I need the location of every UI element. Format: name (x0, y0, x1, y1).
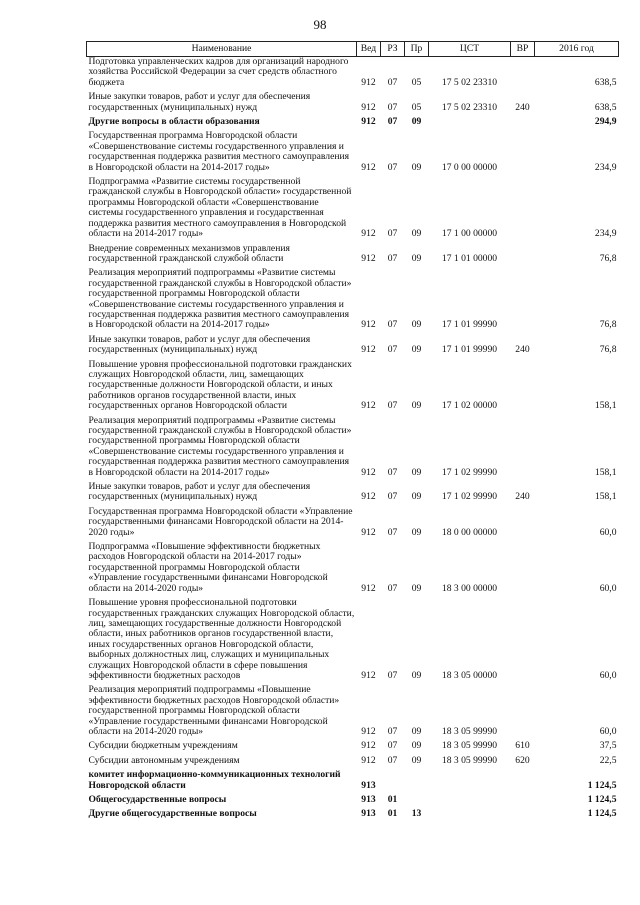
cell-amount: 1 124,5 (587, 808, 617, 820)
cell-amount: 22,5 (599, 754, 617, 766)
cell-amount: 76,8 (599, 319, 617, 331)
table-row (87, 57, 619, 89)
cell-name: Иные закупки товаров, работ и услуг для обеспечения государственных (муниципальных) нужд (88, 333, 311, 356)
cell-pr: 09 (411, 725, 422, 737)
cell-amount: 76,8 (599, 344, 617, 356)
table-row (87, 173, 619, 239)
cell-cst (429, 805, 511, 819)
cell-amount: 60,0 (599, 725, 617, 737)
cell-pr: 09 (411, 466, 422, 478)
cell-rz: 07 (387, 161, 398, 173)
cell-name: Подпрограмма «Развитие системы государственной гражданской службы в Новгородской области» государственной программы Новгородской области «Совершенствование системы государственного управления и государственная поддержка развития местного самоуправления в Новгородской области на 2014-2017 годы» (88, 176, 352, 240)
cell-ved: 912 (361, 319, 376, 331)
cell-cst: 17 1 02 99990 (441, 466, 498, 478)
cell-pr: 09 (411, 740, 422, 752)
cell-amount: 158,1 (594, 466, 617, 478)
cell-vr (511, 113, 535, 127)
cell-name: комитет информационно-коммуникационных технологий Новгородской области (88, 769, 341, 791)
cell-rz: 07 (387, 725, 398, 737)
cell-cst: 17 1 00 00000 (441, 228, 498, 240)
cell-vr (511, 240, 535, 265)
cell-name: Государственная программа Новгородской области «Совершенствование системы государственного управления и государственная поддержка развития местного самоуправления в Новгородской области на 2014-2017 годы» (88, 130, 350, 173)
table-row (87, 752, 619, 766)
header-name: Наименование (87, 42, 357, 57)
cell-ved: 912 (361, 725, 376, 737)
cell-vr (511, 681, 535, 737)
cell-amount: 638,5 (594, 76, 617, 88)
cell-cst: 18 3 00 00000 (441, 582, 498, 594)
cell-cst: 17 1 02 00000 (441, 400, 498, 412)
cell-ved: 912 (361, 344, 376, 356)
cell-pr: 09 (411, 526, 422, 538)
cell-amount: 234,9 (594, 161, 617, 173)
cell-vr (511, 57, 535, 89)
cell-rz: 07 (387, 754, 398, 766)
cell-pr: 09 (411, 491, 422, 503)
cell-vr (511, 766, 535, 791)
cell-vr (511, 356, 535, 412)
cell-ved: 912 (361, 101, 376, 113)
cell-amount: 60,0 (599, 582, 617, 594)
cell-name: Реализация мероприятий подпрограммы «Развитие системы государственной гражданской службы в Новгородской области» государственной программы Новгородской области «Совершенствование системы государственного управления и государственная поддержка развития местного самоуправления в Новгородской области на 2014-2017 годы» (88, 414, 352, 478)
header-pr: Пр (405, 42, 429, 57)
cell-pr (405, 791, 429, 805)
cell-name: Субсидии автономным учреждениям (88, 754, 240, 766)
cell-cst: 17 5 02 23310 (441, 101, 498, 113)
table-header-row (87, 42, 619, 57)
cell-rz: 07 (387, 491, 398, 503)
table-row (87, 681, 619, 737)
table-row (87, 805, 619, 819)
cell-vr (511, 594, 535, 681)
cell-pr (405, 766, 429, 791)
cell-name: Подпрограмма «Повышение эффективности бюджетных расходов Новгородской области на 2014-2017 годы» государственной программы Новгородской области «Управление государственными финансами Новгородской области на 2014-2020 годы» (88, 541, 328, 594)
cell-pr: 09 (411, 116, 422, 128)
cell-name: Иные закупки товаров, работ и услуг для обеспечения государственных (муниципальных) нужд (88, 481, 311, 503)
cell-name: Реализация мероприятий подпрограммы «Развитие системы государственной гражданской службы в Новгородской области» государственной программы Новгородской области «Совершенствование системы государственного управления и государственная поддержка развития местного самоуправления в Новгородской области на 2014-2017 годы» (88, 267, 352, 331)
table-row (87, 412, 619, 478)
cell-amount: 60,0 (599, 526, 617, 538)
header-rz: РЗ (381, 42, 405, 57)
cell-cst: 18 3 05 99990 (441, 754, 498, 766)
cell-pr: 09 (411, 582, 422, 594)
cell-name: Иные закупки товаров, работ и услуг для обеспечения государственных (муниципальных) нужд (88, 91, 311, 113)
table-row (87, 503, 619, 538)
page-number: 98 (313, 17, 327, 32)
table-row (87, 766, 619, 791)
cell-ved: 912 (361, 669, 376, 681)
cell-pr: 09 (411, 161, 422, 173)
cell-rz: 07 (387, 466, 398, 478)
cell-amount: 37,5 (599, 740, 617, 752)
cell-vr (511, 264, 535, 330)
cell-amount: 76,8 (599, 252, 617, 264)
cell-rz: 07 (387, 116, 398, 128)
cell-ved: 913 (361, 794, 376, 805)
cell-pr: 09 (411, 228, 422, 240)
cell-ved: 912 (361, 754, 376, 766)
header-year: 2016 год (535, 42, 619, 57)
cell-amount: 158,1 (594, 491, 617, 503)
cell-vr: 240 (515, 101, 530, 113)
cell-vr (511, 503, 535, 538)
cell-vr: 240 (515, 344, 530, 356)
cell-rz: 07 (387, 252, 398, 264)
cell-vr (511, 127, 535, 173)
cell-cst (429, 113, 511, 127)
cell-name: Другие общегосударственные вопросы (88, 808, 257, 820)
cell-ved: 912 (361, 740, 376, 752)
cell-rz: 01 (387, 808, 398, 820)
cell-ved: 912 (361, 161, 376, 173)
cell-pr: 09 (411, 754, 422, 766)
cell-rz: 07 (387, 101, 398, 113)
cell-pr: 09 (411, 252, 422, 264)
cell-pr: 05 (411, 76, 422, 88)
cell-vr (511, 538, 535, 594)
header-cst: ЦСТ (429, 42, 511, 57)
cell-cst: 17 5 02 23310 (441, 76, 498, 88)
cell-cst (429, 791, 511, 805)
header-vr: ВР (511, 42, 535, 57)
cell-amount: 158,1 (594, 400, 617, 412)
cell-ved: 912 (361, 116, 376, 128)
cell-cst: 17 1 01 99990 (441, 344, 498, 356)
cell-ved: 913 (361, 779, 376, 791)
cell-name: Реализация мероприятий подпрограммы «Повышение эффективности бюджетных расходов Новгородской области» государственной программы Новгородской области «Управление государственными финансами Новгородской области на 2014-2020 годы» (88, 684, 340, 737)
cell-cst: 17 1 01 00000 (441, 252, 498, 264)
table-row (87, 594, 619, 681)
cell-pr: 09 (411, 400, 422, 412)
cell-name: Внедрение современных механизмов управления государственной гражданской службой области (88, 242, 290, 264)
table-row (87, 240, 619, 265)
cell-amount: 638,5 (594, 101, 617, 113)
cell-ved: 912 (361, 76, 376, 88)
cell-rz: 07 (387, 76, 398, 88)
cell-ved: 912 (361, 228, 376, 240)
table-row (87, 478, 619, 503)
cell-ved: 912 (361, 466, 376, 478)
cell-name: Подготовка управленческих кадров для организаций народного хозяйства Российской Федерации за счет средств областного бюджета (88, 56, 349, 88)
cell-cst (429, 766, 511, 791)
cell-cst: 18 3 05 99990 (441, 740, 498, 752)
cell-vr (511, 805, 535, 819)
cell-name: Общегосударственные вопросы (88, 794, 227, 805)
cell-cst: 17 0 00 00000 (441, 161, 498, 173)
header-ved: Вед (357, 42, 381, 57)
table-row (87, 127, 619, 173)
cell-ved: 912 (361, 582, 376, 594)
table-row (87, 538, 619, 594)
cell-vr: 620 (515, 754, 530, 766)
cell-vr (511, 412, 535, 478)
cell-amount: 1 124,5 (587, 779, 617, 791)
cell-pr: 09 (411, 344, 422, 356)
cell-vr (511, 173, 535, 239)
cell-vr (511, 791, 535, 805)
cell-vr: 240 (515, 491, 530, 503)
cell-cst: 18 3 05 00000 (441, 669, 498, 681)
cell-cst: 17 1 02 99990 (441, 491, 498, 503)
cell-name: Государственная программа Новгородской области «Управление государственными финансами Новгородской области на 2014-2020 годы» (88, 505, 353, 538)
cell-amount: 294,9 (594, 116, 617, 128)
cell-name: Повышение уровня профессиональной подготовки гражданских служащих Новгородской области, лиц, замещающих государственные должности Новгородской области, и иных работников органов государственной власти, иных государственных органов Новгородской области (88, 358, 352, 412)
cell-cst: 18 0 00 00000 (441, 526, 498, 538)
cell-amount: 1 124,5 (587, 794, 617, 805)
cell-pr: 09 (411, 319, 422, 331)
cell-ved: 912 (361, 491, 376, 503)
cell-name: Субсидии бюджетным учреждениям (88, 740, 238, 752)
cell-rz: 07 (387, 319, 398, 331)
table-row (87, 88, 619, 113)
cell-rz: 07 (387, 400, 398, 412)
cell-rz: 07 (387, 526, 398, 538)
table-row (87, 356, 619, 412)
cell-rz: 07 (387, 669, 398, 681)
cell-amount: 234,9 (594, 228, 617, 240)
cell-rz: 07 (387, 740, 398, 752)
cell-pr: 09 (411, 669, 422, 681)
cell-rz: 07 (387, 344, 398, 356)
table-row (87, 737, 619, 751)
cell-vr: 610 (515, 740, 530, 752)
table-row (87, 331, 619, 356)
cell-amount: 60,0 (599, 669, 617, 681)
cell-name: Другие вопросы в области образования (88, 116, 260, 128)
cell-rz: 01 (387, 794, 398, 805)
cell-ved: 912 (361, 252, 376, 264)
cell-ved: 912 (361, 526, 376, 538)
cell-cst: 17 1 01 99990 (441, 319, 498, 331)
table-row (87, 113, 619, 127)
cell-rz: 07 (387, 228, 398, 240)
cell-rz (381, 766, 405, 791)
cell-ved: 913 (361, 808, 376, 820)
table-row (87, 791, 619, 805)
budget-table (86, 41, 619, 820)
cell-ved: 912 (361, 400, 376, 412)
cell-pr: 05 (411, 101, 422, 113)
cell-pr: 13 (411, 808, 422, 820)
cell-name: Повышение уровня профессиональной подготовки государственных гражданских служащих Новгородской области, лиц, замещающих государственные должности Новгородской области, иных работников органов государственной власти, иных государственных органов Новгородской области, выборных должностных лиц, служащих и муниципальных служащих Новгородской области в сфере повышения эффективности бюджетных расходов (88, 597, 355, 681)
cell-cst: 18 3 05 99990 (441, 725, 498, 737)
cell-rz: 07 (387, 582, 398, 594)
table-row (87, 264, 619, 330)
